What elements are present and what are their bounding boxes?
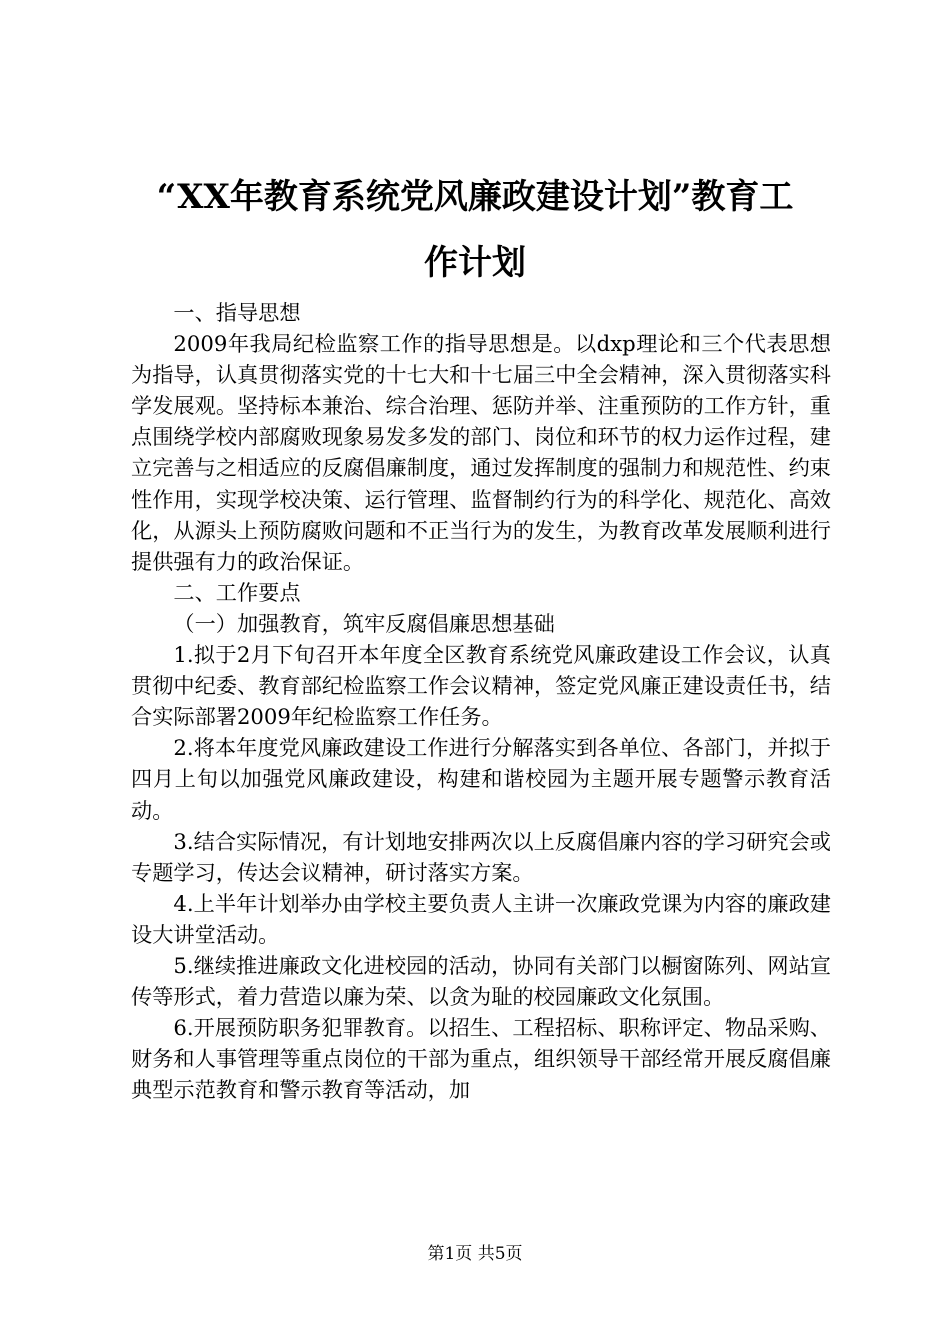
list-item-6: 6.开展预防职务犯罪教育。以招生、工程招标、职称评定、物品采购、财务和人事管理等重点岗位的干部为重点，组织领导干部经常开展反腐倡廉典型示范教育和警示教育等活动，加 [131,1015,831,1103]
list-item-2: 2.将本年度党风廉政建设工作进行分解落实到各单位、各部门，并拟于四月上旬以加强党风廉政建设，构建和谐校园为主题开展专题警示教育活动。 [131,735,831,823]
document-body [131,297,831,1105]
document-title [0,164,950,296]
title-line-2: 作计划 [424,243,526,283]
paragraph-guiding-thought: 2009年我局纪检监察工作的指导思想是。以dxp理论和三个代表思想为指导，认真贯彻落实党的十七大和十七届三中全会精神，深入贯彻落实科学发展观。坚持标本兼治、综合治理、惩防并举、注重预防的工作方针，重点围绕学校内部腐败现象易发多发的部门、岗位和环节的权力运作过程，建立完善与之相适应的反腐倡廉制度，通过发挥制度的强制力和规范性、约束性作用，实现学校决策、运行管理、监督制约行为的科学化、规范化、高效化，从源头上预防腐败问题和不正当行为的发生，为教育改革发展顺利进行提供强有力的政治保证。 [131,331,831,574]
section-heading-guiding-thought: 一、指导思想 [173,300,301,325]
list-item-4: 4.上半年计划举办由学校主要负责人主讲一次廉政党课为内容的廉政建设大讲堂活动。 [131,890,831,947]
list-item-5: 5.继续推进廉政文化进校园的活动，协同有关部门以橱窗陈列、网站宣传等形式，着力营造以廉为荣、以贪为耻的校园廉政文化氛围。 [131,952,831,1010]
title-line-1: “XX年教育系统党风廉政建设计划”教育工 [156,177,794,217]
page-number-footer: 第1页 共5页 [427,1244,523,1264]
section-heading-work-points: 二、工作要点 [173,579,301,605]
list-item-1: 1.拟于2月下旬召开本年度全区教育系统党风廉政建设工作会议，认真贯彻中纪委、教育部纪检监察工作会议精神，签定党风廉正建设责任书，结合实际部署2009年纪检监察工作任务。 [131,642,831,730]
list-item-3: 3.结合实际情况，有计划地安排两次以上反腐倡廉内容的学习研究会或专题学习，传达会议精神，研讨落实方案。 [131,828,831,885]
subsection-heading-education: （一）加强教育，筑牢反腐倡廉思想基础 [173,610,555,636]
